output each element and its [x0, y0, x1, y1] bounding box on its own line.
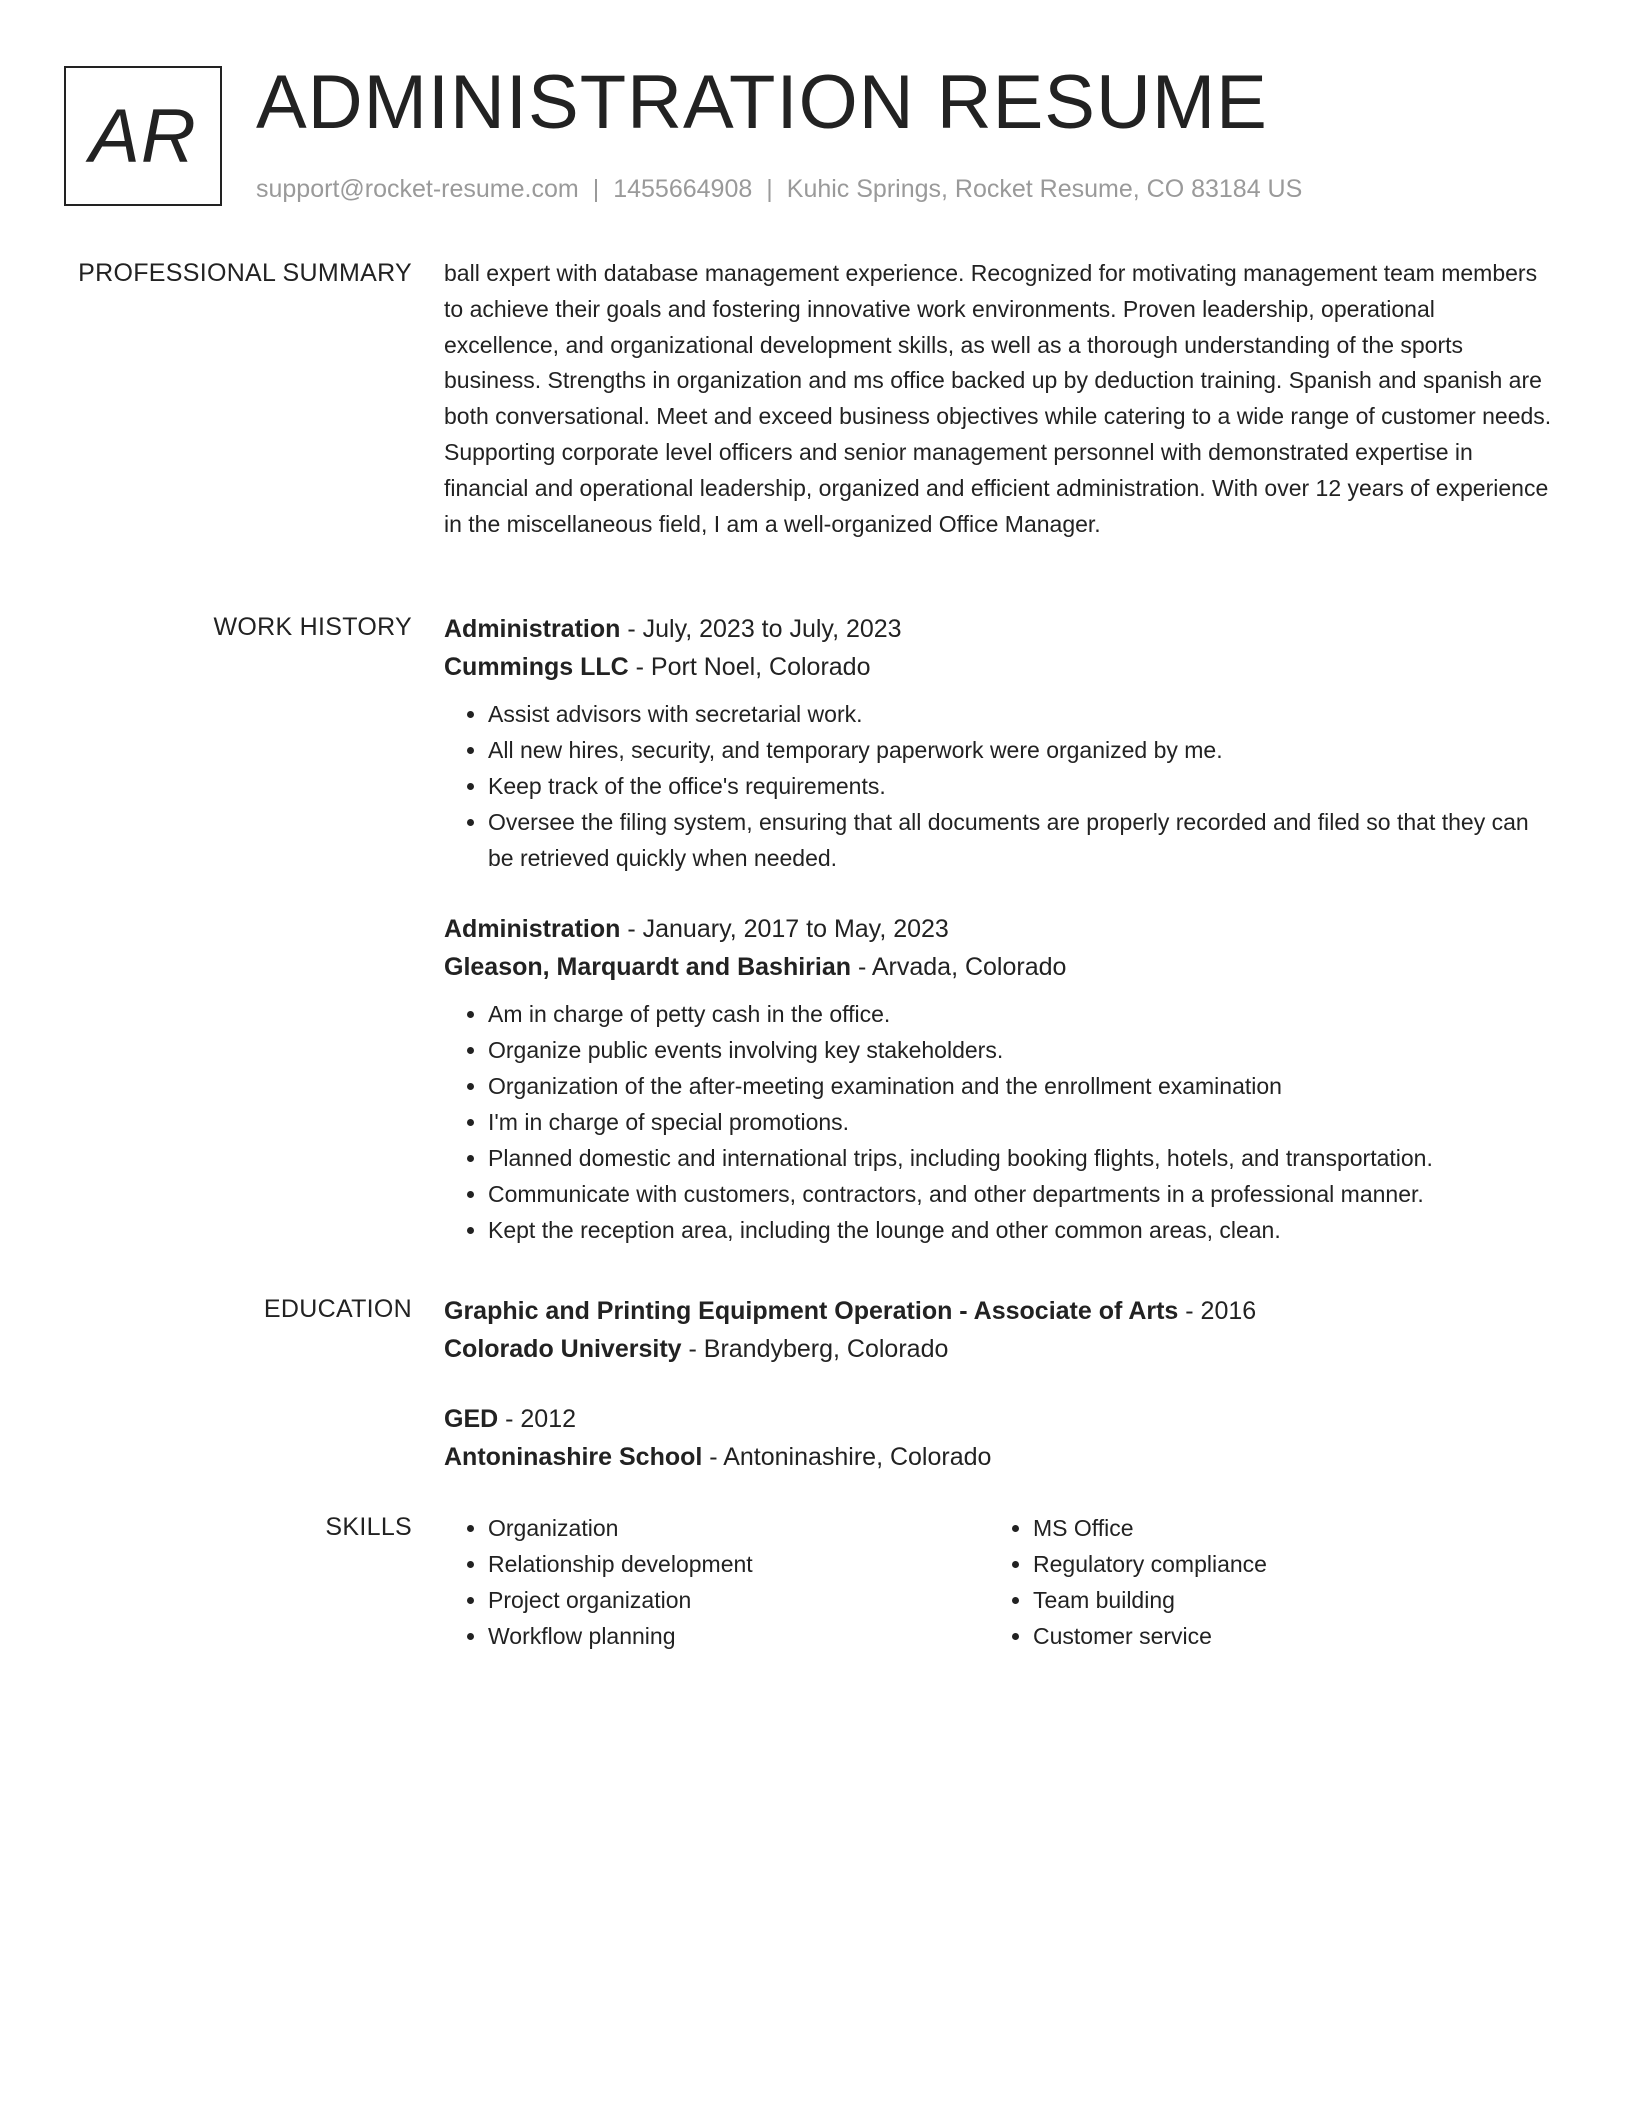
- contact-separator: |: [592, 175, 600, 203]
- job-location: - Arvada, Colorado: [851, 953, 1067, 981]
- education-body: [444, 1292, 1554, 1508]
- job-dates: - July, 2023 to July, 2023: [620, 615, 902, 643]
- section-label-skills: SKILLS: [325, 1513, 412, 1541]
- job-bullet-list: [444, 696, 1554, 876]
- job-dates: - January, 2017 to May, 2023: [620, 915, 949, 943]
- contact-email[interactable]: support@rocket-resume.com: [256, 175, 579, 203]
- skill-item: • MS Office: [1033, 1510, 1534, 1546]
- skills-list: [444, 1510, 989, 1654]
- skill-item: • Workflow planning: [488, 1618, 989, 1654]
- job-bullet: • Oversee the filing system, ensuring that all documents are properly recorded and filed so that they can be retrieved quickly when needed.: [488, 804, 1554, 876]
- section-label-work-history: WORK HISTORY: [213, 613, 412, 641]
- job-company: Cummings LLC: [444, 653, 629, 681]
- skill-item: • Relationship development: [488, 1546, 989, 1582]
- job-bullet: • Planned domestic and international trips, including booking flights, hotels, and transportation.: [488, 1140, 1554, 1176]
- job-bullet: • Kept the reception area, including the lounge and other common areas, clean.: [488, 1212, 1554, 1248]
- education-school: Colorado University: [444, 1335, 682, 1363]
- job-entry: [444, 910, 1554, 1248]
- monogram-logo: AR: [64, 66, 222, 206]
- job-bullet: • All new hires, security, and temporary paperwork were organized by me.: [488, 732, 1554, 768]
- education-entry: [444, 1400, 1554, 1476]
- job-company-line: [444, 648, 1554, 686]
- skills-body: [444, 1510, 1554, 1654]
- education-degree: Graphic and Printing Equipment Operation - Associate of Arts: [444, 1297, 1179, 1325]
- job-bullet: • Organization of the after-meeting examination and the enrollment examination: [488, 1068, 1554, 1104]
- job-company: Gleason, Marquardt and Bashirian: [444, 953, 852, 981]
- education-degree-line: [444, 1292, 1554, 1330]
- section-label-summary: PROFESSIONAL SUMMARY: [78, 259, 412, 287]
- contact-address: Kuhic Springs, Rocket Resume, CO 83184 US: [786, 175, 1303, 203]
- job-bullet: • Am in charge of petty cash in the office.: [488, 996, 1554, 1032]
- education-school-line: [444, 1438, 1554, 1476]
- job-bullet: • Organize public events involving key stakeholders.: [488, 1032, 1554, 1068]
- skill-item: • Customer service: [1033, 1618, 1534, 1654]
- page-title: ADMINISTRATION RESUME: [256, 60, 1268, 145]
- job-entry: [444, 610, 1554, 876]
- summary-text: ball expert with database management experience. Recognized for motivating management team members to achieve their goals and fostering innovative work environments. Proven leadership, operational excellence, and organizational development skills, as well as a thorough understanding of the sports business. Strengths in organization and ms office backed up by deduction training. Spanish and spanish are both conversational. Meet and exceed business objectives while catering to a wide range of customer needs. Supporting corporate level officers and senior management personnel with demonstrated expertise in financial and operational leadership, organized and efficient administration. With over 12 years of experience in the miscellaneous field, I am a well-organized Office Manager.: [444, 260, 1552, 537]
- education-degree-line: [444, 1400, 1554, 1438]
- skills-list: [989, 1510, 1534, 1654]
- skills-columns: [444, 1510, 1554, 1654]
- job-title: Administration: [444, 915, 621, 943]
- skills-column-right: [989, 1510, 1534, 1654]
- contact-line: [256, 174, 1302, 204]
- section-label-education: EDUCATION: [263, 1295, 412, 1323]
- contact-separator: |: [766, 175, 773, 203]
- job-location: - Port Noel, Colorado: [628, 653, 871, 681]
- job-title-line: [444, 910, 1554, 948]
- summary-body: [444, 256, 1554, 542]
- job-company-line: [444, 948, 1554, 986]
- education-school: Antoninashire School: [444, 1443, 703, 1471]
- contact-phone[interactable]: 1455664908: [613, 175, 753, 203]
- work-history-body: [444, 610, 1554, 1282]
- job-title-line: [444, 610, 1554, 648]
- skill-item: • Project organization: [488, 1582, 989, 1618]
- education-degree: GED: [444, 1405, 499, 1433]
- job-title: Administration: [444, 615, 621, 643]
- skill-item: • Organization: [488, 1510, 989, 1546]
- education-location: - Brandyberg, Colorado: [681, 1335, 949, 1363]
- skill-item: • Team building: [1033, 1582, 1534, 1618]
- job-bullet: • I'm in charge of special promotions.: [488, 1104, 1554, 1140]
- education-entry: [444, 1292, 1554, 1368]
- job-bullet: • Keep track of the office's requirements.: [488, 768, 1554, 804]
- education-school-line: [444, 1330, 1554, 1368]
- skills-column-left: [444, 1510, 989, 1654]
- job-bullet: • Communicate with customers, contractors, and other departments in a professional manner.: [488, 1176, 1554, 1212]
- education-year: - 2012: [498, 1405, 577, 1433]
- education-year: - 2016: [1178, 1297, 1257, 1325]
- job-bullet-list: [444, 996, 1554, 1248]
- job-bullet: • Assist advisors with secretarial work.: [488, 696, 1554, 732]
- skill-item: • Regulatory compliance: [1033, 1546, 1534, 1582]
- education-location: - Antoninashire, Colorado: [702, 1443, 992, 1471]
